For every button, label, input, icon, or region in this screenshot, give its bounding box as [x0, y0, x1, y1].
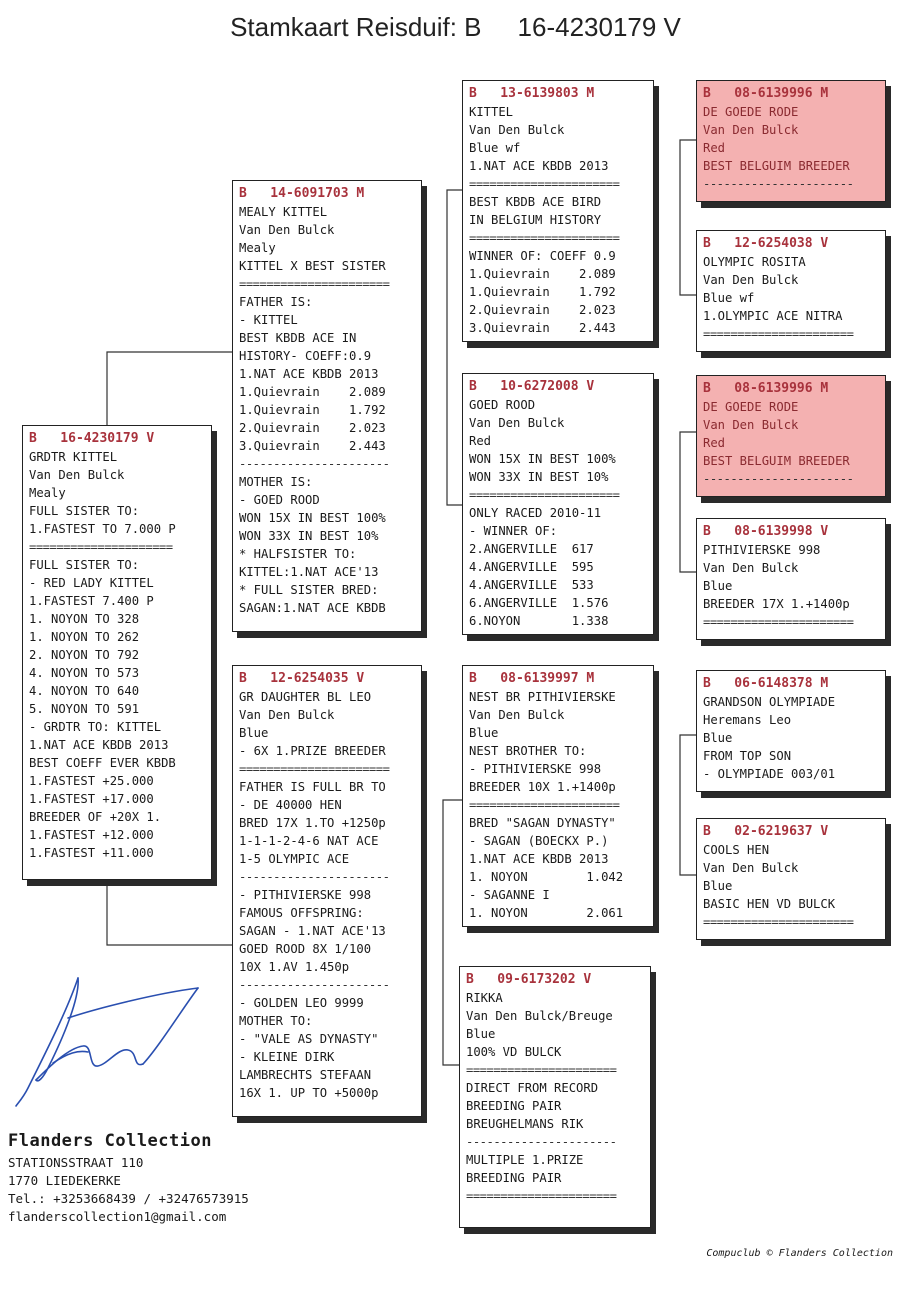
card-line: - GOLDEN LEO 9999 [239, 996, 364, 1010]
card-line: - KITTEL [239, 313, 298, 327]
card-line: Van Den Bulck [469, 123, 565, 137]
card-line: GR DAUGHTER BL LEO [239, 690, 372, 704]
card-line: BRED "SAGAN DYNASTY" [469, 816, 616, 830]
card-line: * HALFSISTER TO: [239, 547, 357, 561]
pedigree-card-gen3-3 [696, 375, 886, 497]
card-line: Blue [703, 731, 733, 745]
card-line: - KLEINE DIRK [239, 1050, 335, 1064]
card-line: 1.FASTEST +17.000 [29, 792, 154, 806]
card-line: 1.FASTEST TO 7.000 P [29, 522, 176, 536]
pedigree-card-gen3-2 [696, 230, 886, 352]
card-line: DIRECT FROM RECORD [466, 1081, 599, 1095]
card-line: 4. NOYON TO 640 [29, 684, 140, 698]
card-line: LAMBRECHTS STEFAAN [239, 1068, 372, 1082]
card-line: FAMOUS OFFSPRING: [239, 906, 364, 920]
footer-phone: Tel.: +3253668439 / +32476573915 [8, 1191, 249, 1206]
card-separator: ====================== [703, 327, 854, 341]
card-line: 3.Quievrain 2.443 [469, 321, 616, 335]
card-ring-number: B 08-6139998 V [703, 524, 829, 539]
card-line: IN BELGIUM HISTORY [469, 213, 602, 227]
card-line: 1.Quievrain 2.089 [239, 385, 386, 399]
card-line: 5. NOYON TO 591 [29, 702, 140, 716]
card-line: RIKKA [466, 991, 503, 1005]
title-prefix: Stamkaart Reisduif: B [230, 12, 482, 42]
card-line: Van Den Bulck [469, 708, 565, 722]
card-line: - PITHIVIERSKE 998 [469, 762, 602, 776]
pedigree-card-dam-sire [462, 665, 654, 927]
card-separator: ---------------------- [703, 177, 854, 191]
card-line: 6.NOYON 1.338 [469, 614, 609, 628]
card-separator: ====================== [703, 615, 854, 629]
card-line: 1.FASTEST +25.000 [29, 774, 154, 788]
card-line: GOED ROOD 8X 1/100 [239, 942, 372, 956]
card-line: MOTHER TO: [239, 1014, 313, 1028]
card-line: Mealy [29, 486, 66, 500]
card-ring-number: B 13-6139803 M [469, 86, 595, 101]
card-line: 1.NAT ACE KBDB 2013 [469, 852, 609, 866]
card-line: - WINNER OF: [469, 524, 558, 538]
card-line: SAGAN - 1.NAT ACE'13 [239, 924, 386, 938]
card-line: Van Den Bulck [239, 223, 335, 237]
card-line: HISTORY- COEFF:0.9 [239, 349, 372, 363]
card-line: KITTEL X BEST SISTER [239, 259, 386, 273]
card-line: DE GOEDE RODE [703, 400, 799, 414]
card-separator: ====================== [703, 915, 854, 929]
card-line: Blue wf [703, 291, 755, 305]
footer-contact [8, 1132, 249, 1226]
card-line: BEST COEFF EVER KBDB [29, 756, 176, 770]
card-separator: ====================== [469, 798, 620, 812]
card-line: 1.Quievrain 1.792 [239, 403, 386, 417]
card-separator: ====================== [469, 488, 620, 502]
card-line: FROM TOP SON [703, 749, 792, 763]
card-separator: ---------------------- [703, 472, 854, 486]
card-line: 1.Quievrain 2.089 [469, 267, 616, 281]
card-ring-number: B 16-4230179 V [29, 431, 155, 446]
card-line: Heremans Leo [703, 713, 792, 727]
card-line: - DE 40000 HEN [239, 798, 342, 812]
card-line: 1.FASTEST +11.000 [29, 846, 154, 860]
card-line: FULL SISTER TO: [29, 504, 140, 518]
card-line: BEST BELGUIM BREEDER [703, 159, 850, 173]
card-line: - GRDTR TO: KITTEL [29, 720, 162, 734]
card-separator: ---------------------- [239, 457, 390, 471]
pedigree-card-subject [22, 425, 212, 880]
card-line: ONLY RACED 2010-11 [469, 506, 602, 520]
card-line: - OLYMPIADE 003/01 [703, 767, 836, 781]
card-line: 1. NOYON 1.042 [469, 870, 624, 884]
card-line: 1.NAT ACE KBDB 2013 [29, 738, 169, 752]
card-line: MOTHER IS: [239, 475, 313, 489]
card-line: 4. NOYON TO 573 [29, 666, 140, 680]
card-line: 1-1-1-2-4-6 NAT ACE [239, 834, 379, 848]
card-line: Blue [703, 579, 733, 593]
card-line: 1.FASTEST 7.400 P [29, 594, 154, 608]
card-line: Van Den Bulck [703, 561, 799, 575]
card-line: FULL SISTER TO: [29, 558, 140, 572]
card-line: Van Den Bulck [703, 418, 799, 432]
pedigree-card-sire-sire [462, 80, 654, 342]
card-line: 1.NAT ACE KBDB 2013 [469, 159, 609, 173]
signature-image [8, 968, 208, 1108]
card-line: KITTEL [469, 105, 514, 119]
card-line: WON 33X IN BEST 10% [469, 470, 609, 484]
card-line: 4.ANGERVILLE 595 [469, 560, 594, 574]
card-line: NEST BR PITHIVIERSKE [469, 690, 616, 704]
pedigree-card-gen3-1 [696, 80, 886, 202]
card-ring-number: B 02-6219637 V [703, 824, 829, 839]
pedigree-card-sire [232, 180, 422, 632]
card-separator: ===================== [29, 540, 173, 554]
card-line: 1.Quievrain 1.792 [469, 285, 616, 299]
copyright-text: Compuclub © Flanders Collection [706, 1248, 893, 1259]
footer-email: flanderscollection1@gmail.com [8, 1209, 227, 1224]
card-separator: ====================== [239, 762, 390, 776]
card-line: 1-5 OLYMPIC ACE [239, 852, 350, 866]
card-line: Mealy [239, 241, 276, 255]
card-line: GOED ROOD [469, 398, 536, 412]
card-line: OLYMPIC ROSITA [703, 255, 806, 269]
card-line: BREEDING PAIR [466, 1099, 562, 1113]
card-line: - SAGANNE I [469, 888, 550, 902]
card-line: 1.NAT ACE KBDB 2013 [239, 367, 379, 381]
title-ring-number: 16-4230179 V [517, 12, 681, 42]
pedigree-card-sire-dam [462, 373, 654, 635]
card-separator: ====================== [239, 277, 390, 291]
card-line: - RED LADY KITTEL [29, 576, 154, 590]
card-line: MEALY KITTEL [239, 205, 328, 219]
card-separator: ---------------------- [239, 870, 390, 884]
pedigree-card-dam-dam [459, 966, 651, 1228]
card-line: PITHIVIERSKE 998 [703, 543, 821, 557]
card-ring-number: B 08-6139997 M [469, 671, 595, 686]
card-line: Van Den Bulck [703, 123, 799, 137]
card-separator: ---------------------- [239, 978, 390, 992]
card-line: WINNER OF: COEFF 0.9 [469, 249, 616, 263]
card-line: - GOED ROOD [239, 493, 320, 507]
card-line: 2.Quievrain 2.023 [239, 421, 386, 435]
card-line: Blue [239, 726, 269, 740]
pedigree-card-gen3-5 [696, 670, 886, 792]
card-line: 1. NOYON TO 328 [29, 612, 140, 626]
card-separator: ====================== [466, 1189, 617, 1203]
pedigree-card-gen3-4 [696, 518, 886, 640]
card-line: Red [469, 434, 492, 448]
card-ring-number: B 14-6091703 M [239, 186, 365, 201]
card-line: GRANDSON OLYMPIADE [703, 695, 836, 709]
card-line: BEST BELGUIM BREEDER [703, 454, 850, 468]
card-separator: ====================== [466, 1063, 617, 1077]
card-line: - SAGAN (BOECKX P.) [469, 834, 609, 848]
card-separator: ====================== [469, 231, 620, 245]
card-line: Van Den Bulck [469, 416, 565, 430]
pedigree-card-gen3-6 [696, 818, 886, 940]
card-line: - PITHIVIERSKE 998 [239, 888, 372, 902]
card-line: Van Den Bulck [703, 273, 799, 287]
card-line: 2.Quievrain 2.023 [469, 303, 616, 317]
card-line: NEST BROTHER TO: [469, 744, 587, 758]
card-line: WON 15X IN BEST 100% [469, 452, 616, 466]
card-line: Van Den Bulck/Breuge [466, 1009, 613, 1023]
card-ring-number: B 08-6139996 M [703, 381, 829, 396]
card-line: 1.FASTEST +12.000 [29, 828, 154, 842]
card-ring-number: B 12-6254035 V [239, 671, 365, 686]
card-line: 1.OLYMPIC ACE NITRA [703, 309, 843, 323]
card-ring-number: B 08-6139996 M [703, 86, 829, 101]
footer-address-street: STATIONSSTRAAT 110 [8, 1155, 144, 1170]
card-line: 100% VD BULCK [466, 1045, 562, 1059]
card-line: BREEDER OF +20X 1. [29, 810, 162, 824]
card-line: - "VALE AS DYNASTY" [239, 1032, 379, 1046]
card-line: WON 33X IN BEST 10% [239, 529, 379, 543]
card-line: BREEDING PAIR [466, 1171, 562, 1185]
card-line: Blue [703, 879, 733, 893]
card-line: BREEDER 10X 1.+1400p [469, 780, 616, 794]
footer-company-name: Flanders Collection [8, 1131, 212, 1151]
card-line: Blue [466, 1027, 496, 1041]
card-line: DE GOEDE RODE [703, 105, 799, 119]
card-line: 16X 1. UP TO +5000p [239, 1086, 379, 1100]
card-line: Van Den Bulck [703, 861, 799, 875]
card-line: BEST KBDB ACE BIRD [469, 195, 602, 209]
card-line: 2. NOYON TO 792 [29, 648, 140, 662]
footer-address-city: 1770 LIEDEKERKE [8, 1173, 121, 1188]
card-ring-number: B 10-6272008 V [469, 379, 595, 394]
card-line: 3.Quievrain 2.443 [239, 439, 386, 453]
card-line: GRDTR KITTEL [29, 450, 118, 464]
card-separator: ====================== [469, 177, 620, 191]
card-line: FATHER IS FULL BR TO [239, 780, 386, 794]
card-ring-number: B 09-6173202 V [466, 972, 592, 987]
card-line: - 6X 1.PRIZE BREEDER [239, 744, 386, 758]
card-line: BASIC HEN VD BULCK [703, 897, 836, 911]
card-line: WON 15X IN BEST 100% [239, 511, 386, 525]
card-line: Blue [469, 726, 499, 740]
card-line: SAGAN:1.NAT ACE KBDB [239, 601, 386, 615]
card-line: Blue wf [469, 141, 521, 155]
pedigree-card-dam [232, 665, 422, 1117]
card-line: Van Den Bulck [239, 708, 335, 722]
card-line: MULTIPLE 1.PRIZE [466, 1153, 584, 1167]
card-line: 4.ANGERVILLE 533 [469, 578, 594, 592]
card-line: FATHER IS: [239, 295, 313, 309]
card-line: 6.ANGERVILLE 1.576 [469, 596, 609, 610]
card-line: Red [703, 436, 726, 450]
card-line: 1. NOYON TO 262 [29, 630, 140, 644]
card-line: Van Den Bulck [29, 468, 125, 482]
card-line: KITTEL:1.NAT ACE'13 [239, 565, 379, 579]
card-separator: ---------------------- [466, 1135, 617, 1149]
card-ring-number: B 06-6148378 M [703, 676, 829, 691]
card-line: COOLS HEN [703, 843, 770, 857]
card-line: 1. NOYON 2.061 [469, 906, 624, 920]
card-line: BREUGHELMANS RIK [466, 1117, 584, 1131]
card-line: * FULL SISTER BRED: [239, 583, 379, 597]
card-line: 2.ANGERVILLE 617 [469, 542, 594, 556]
card-line: BRED 17X 1.TO +1250p [239, 816, 386, 830]
card-ring-number: B 12-6254038 V [703, 236, 829, 251]
card-line: BREEDER 17X 1.+1400p [703, 597, 850, 611]
card-line: BEST KBDB ACE IN [239, 331, 357, 345]
card-line: Red [703, 141, 726, 155]
card-line: 10X 1.AV 1.450p [239, 960, 350, 974]
